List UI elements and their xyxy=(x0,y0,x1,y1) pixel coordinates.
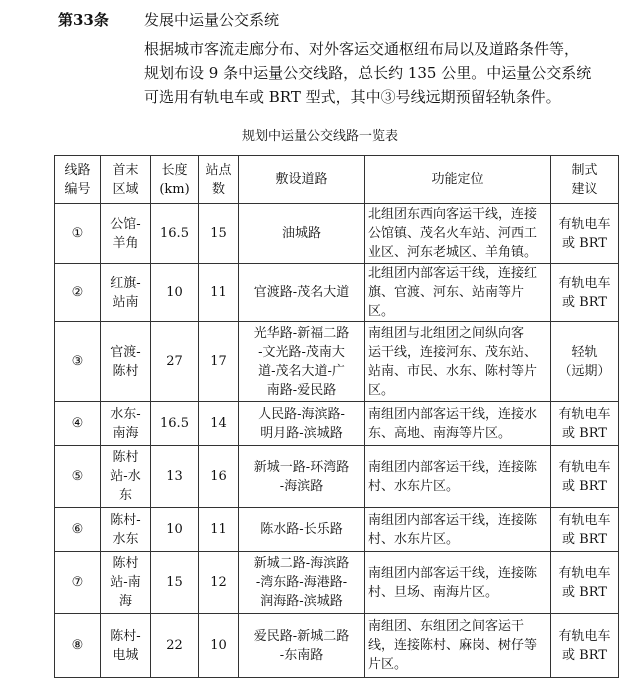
paragraph-line: 根据城市客流走廊分布、对外客运交通枢纽布局以及道路条件等， xyxy=(144,40,580,58)
cell-stops: 11 xyxy=(199,508,239,552)
table-row xyxy=(55,614,619,678)
cell-area: 水东- 南海 xyxy=(101,402,151,446)
cell-line-id: ④ xyxy=(55,402,101,446)
table-row xyxy=(55,552,619,614)
table-row xyxy=(55,204,619,264)
cell-line-id: ① xyxy=(55,204,101,264)
paragraph-line: 规划布设 9 条中运量公交线路，总长约 135 公里。中运量公交系统 xyxy=(144,64,592,82)
cell-function: 南组团内部客运干线，连接陈 村、水东片区。 xyxy=(365,508,551,552)
cell-line-id: ⑦ xyxy=(55,552,101,614)
cell-function: 南组团内部客运干线，连接陈 村、旦场、南海片区。 xyxy=(365,552,551,614)
cell-area: 官渡- 陈村 xyxy=(101,322,151,402)
cell-function: 北组团东西向客运干线，连接 公馆镇、茂名火车站、河西工 业区、河东老城区、羊角镇。 xyxy=(365,204,551,264)
cell-road: 新城一路-环湾路 -海滨路 xyxy=(239,446,365,508)
cell-area: 陈村 站-水 东 xyxy=(101,446,151,508)
cell-stops: 17 xyxy=(199,322,239,402)
cell-function: 北组团内部客运干线，连接红 旗、官渡、河东、站南等片区。 xyxy=(365,264,551,322)
table-row xyxy=(55,264,619,322)
header-stops: 站点 数 xyxy=(199,156,239,204)
article-number: 第33条 xyxy=(58,11,109,29)
transit-lines-table xyxy=(54,155,619,678)
cell-length: 22 xyxy=(151,614,199,678)
cell-road: 爱民路-新城二路 -东南路 xyxy=(239,614,365,678)
cell-mode: 有轨电车 或 BRT xyxy=(551,614,619,678)
table-row xyxy=(55,508,619,552)
cell-length: 13 xyxy=(151,446,199,508)
table-caption: 规划中运量公交线路一览表 xyxy=(241,129,398,144)
header-area: 首末 区域 xyxy=(101,156,151,204)
cell-function: 南组团与北组团之间纵向客 运干线，连接河东、茂东站、 站南、市民、水东、陈村等片 区。 xyxy=(365,322,551,402)
cell-length: 15 xyxy=(151,552,199,614)
header-road: 敷设道路 xyxy=(239,156,365,204)
cell-line-id: ⑧ xyxy=(55,614,101,678)
cell-length: 16.5 xyxy=(151,204,199,264)
cell-line-id: ⑥ xyxy=(55,508,101,552)
header-length: 长度 (km) xyxy=(151,156,199,204)
header-function: 功能定位 xyxy=(365,156,551,204)
cell-line-id: ③ xyxy=(55,322,101,402)
cell-mode: 有轨电车 或 BRT xyxy=(551,552,619,614)
cell-mode: 有轨电车 或 BRT xyxy=(551,204,619,264)
cell-line-id: ⑤ xyxy=(55,446,101,508)
cell-stops: 12 xyxy=(199,552,239,614)
header-mode: 制式 建议 xyxy=(551,156,619,204)
table-header-row xyxy=(55,156,619,204)
table-row xyxy=(55,322,619,402)
cell-road: 新城二路-海滨路 -湾东路-海港路- 润海路-滨城路 xyxy=(239,552,365,614)
cell-length: 10 xyxy=(151,508,199,552)
cell-mode: 有轨电车 或 BRT xyxy=(551,446,619,508)
cell-area: 陈村- 水东 xyxy=(101,508,151,552)
cell-stops: 15 xyxy=(199,204,239,264)
cell-line-id: ② xyxy=(55,264,101,322)
article-heading xyxy=(58,10,279,30)
cell-length: 10 xyxy=(151,264,199,322)
cell-mode: 有轨电车 或 BRT xyxy=(551,264,619,322)
cell-length: 16.5 xyxy=(151,402,199,446)
cell-stops: 10 xyxy=(199,614,239,678)
cell-road: 光华路-新福二路 -文光路-茂南大 道-茂名大道-广 南路-爱民路 xyxy=(239,322,365,402)
table-row xyxy=(55,446,619,508)
cell-mode: 有轨电车 或 BRT xyxy=(551,508,619,552)
cell-area: 陈村- 电城 xyxy=(101,614,151,678)
cell-road: 油城路 xyxy=(239,204,365,264)
article-title: 发展中运量公交系统 xyxy=(144,11,280,29)
table-row xyxy=(55,402,619,446)
cell-mode: 有轨电车 或 BRT xyxy=(551,402,619,446)
cell-road: 陈水路-长乐路 xyxy=(239,508,365,552)
cell-mode: 轻轨 （远期） xyxy=(551,322,619,402)
cell-function: 南组团内部客运干线，连接陈 村、水东片区。 xyxy=(365,446,551,508)
cell-stops: 14 xyxy=(199,402,239,446)
cell-function: 南组团、东组团之间客运干 线，连接陈村、麻岗、树仔等 片区。 xyxy=(365,614,551,678)
cell-road: 官渡路-茂名大道 xyxy=(239,264,365,322)
cell-stops: 11 xyxy=(199,264,239,322)
cell-length: 27 xyxy=(151,322,199,402)
article-paragraph xyxy=(144,37,614,109)
cell-function: 南组团内部客运干线，连接水 东、高地、南海等片区。 xyxy=(365,402,551,446)
cell-road: 人民路-海滨路- 明月路-滨城路 xyxy=(239,402,365,446)
cell-area: 红旗- 站南 xyxy=(101,264,151,322)
cell-area: 公馆- 羊角 xyxy=(101,204,151,264)
cell-area: 陈村 站-南 海 xyxy=(101,552,151,614)
cell-stops: 16 xyxy=(199,446,239,508)
header-line-id: 线路 编号 xyxy=(55,156,101,204)
paragraph-line: 可选用有轨电车或 BRT 型式，其中③号线远期预留轻轨条件。 xyxy=(144,88,561,106)
